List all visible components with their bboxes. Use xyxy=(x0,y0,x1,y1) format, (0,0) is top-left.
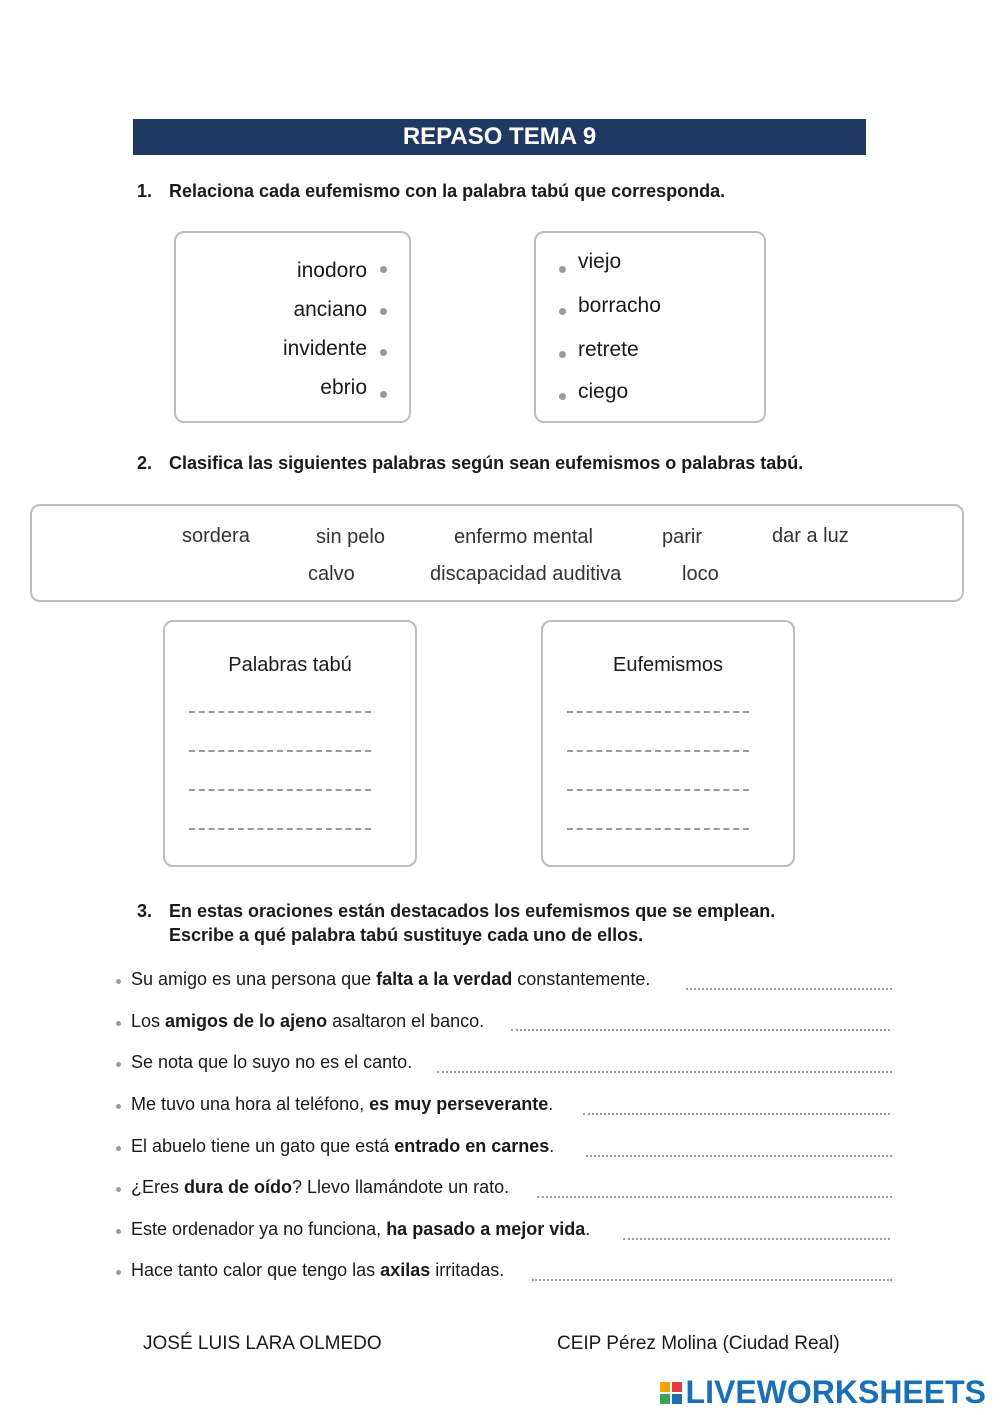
answer-line[interactable] xyxy=(567,711,749,713)
answer-line[interactable] xyxy=(537,1196,892,1198)
sentence: Su amigo es una persona que falta a la verdad constantemente. xyxy=(131,969,651,989)
bullet xyxy=(116,1270,121,1275)
bullet xyxy=(116,1062,121,1067)
euphemism-word: invidente xyxy=(282,337,367,360)
word-bank-item[interactable]: sordera xyxy=(182,525,250,547)
answer-line[interactable] xyxy=(189,789,371,791)
liveworksheets-wordmark: LIVEWORKSHEETS xyxy=(685,1374,986,1410)
sentence: Los amigos de lo ajeno asaltaron el banco. xyxy=(131,1011,485,1031)
match-dot[interactable] xyxy=(559,351,566,358)
footer-author: JOSÉ LUIS LARA OLMEDO xyxy=(143,1333,382,1354)
match-dot[interactable] xyxy=(380,308,387,315)
question-1-number: 1. xyxy=(137,181,153,201)
match-dot[interactable] xyxy=(559,308,566,315)
sentence: Se nota que lo suyo no es el canto. xyxy=(131,1052,413,1072)
euphemism-word: ebrio xyxy=(320,376,367,399)
answer-line[interactable] xyxy=(567,828,749,830)
euphemism-box xyxy=(174,231,411,423)
sentence: Me tuvo una hora al teléfono, es muy perseverante. xyxy=(131,1094,554,1114)
column-heading: Palabras tabú xyxy=(228,654,352,676)
euphemism-column xyxy=(541,620,795,867)
bullet xyxy=(116,1104,121,1109)
answer-line[interactable] xyxy=(583,1113,890,1115)
match-dot[interactable] xyxy=(380,266,387,273)
word-bank-item[interactable]: loco xyxy=(682,563,719,585)
match-dot[interactable] xyxy=(559,266,566,273)
word-bank-item[interactable]: enfermo mental xyxy=(454,526,593,548)
question-3 xyxy=(137,899,897,949)
taboo-word: ciego xyxy=(578,380,629,403)
taboo-column xyxy=(163,620,417,867)
liveworksheets-logo xyxy=(660,1374,986,1411)
word-bank-item[interactable]: sin pelo xyxy=(316,526,385,548)
liveworksheets-mark-icon xyxy=(660,1382,682,1404)
answer-line[interactable] xyxy=(623,1238,890,1240)
answer-line[interactable] xyxy=(532,1279,892,1281)
answer-line[interactable] xyxy=(686,988,892,990)
match-dot[interactable] xyxy=(380,391,387,398)
footer-school: CEIP Pérez Molina (Ciudad Real) xyxy=(557,1333,840,1354)
sentence: El abuelo tiene un gato que está entrado en carnes. xyxy=(131,1136,555,1156)
sentence: ¿Eres dura de oído? Llevo llamándote un rato. xyxy=(131,1177,510,1197)
word-bank-item[interactable]: parir xyxy=(662,526,703,548)
question-1 xyxy=(137,179,897,203)
taboo-word: borracho xyxy=(578,294,661,317)
match-dot[interactable] xyxy=(380,349,387,356)
taboo-word: viejo xyxy=(578,250,622,273)
answer-line[interactable] xyxy=(567,750,749,752)
answer-line[interactable] xyxy=(437,1071,892,1073)
answer-line[interactable] xyxy=(567,789,749,791)
bullet xyxy=(116,1187,121,1192)
column-heading: Eufemismos xyxy=(612,654,724,676)
answer-line[interactable] xyxy=(189,711,371,713)
bullet xyxy=(116,1229,121,1234)
page-title: REPASO TEMA 9 xyxy=(133,119,866,155)
question-2-text: Clasifica las siguientes palabras según sean eufemismos o palabras tabú. xyxy=(169,453,804,473)
bullet xyxy=(116,1146,121,1151)
question-3-text-line1: En estas oraciones están destacados los eufemismos que se emplean. xyxy=(169,901,776,921)
bullet xyxy=(116,1021,121,1026)
bullet xyxy=(116,979,121,984)
answer-line[interactable] xyxy=(511,1029,890,1031)
answer-line[interactable] xyxy=(586,1155,892,1157)
taboo-word: retrete xyxy=(578,338,639,361)
word-bank xyxy=(30,504,964,602)
match-dot[interactable] xyxy=(559,393,566,400)
euphemism-word: inodoro xyxy=(296,259,367,282)
sentence: Este ordenador ya no funciona, ha pasado a mejor vida. xyxy=(131,1219,591,1239)
word-bank-item[interactable]: calvo xyxy=(308,563,355,585)
sentence: Hace tanto calor que tengo las axilas irritadas. xyxy=(131,1260,505,1280)
question-3-text-line2: Escribe a qué palabra tabú sustituye cada uno de ellos. xyxy=(169,925,644,945)
answer-line[interactable] xyxy=(189,750,371,752)
euphemism-word: anciano xyxy=(293,298,367,321)
word-bank-item[interactable]: discapacidad auditiva xyxy=(430,563,622,585)
question-3-number: 3. xyxy=(137,901,153,921)
taboo-box xyxy=(534,231,766,423)
question-2 xyxy=(137,451,927,475)
word-bank-item[interactable]: dar a luz xyxy=(772,525,849,547)
question-1-text: Relaciona cada eufemismo con la palabra tabú que corresponda. xyxy=(169,181,726,201)
question-2-number: 2. xyxy=(137,453,153,473)
answer-line[interactable] xyxy=(189,828,371,830)
